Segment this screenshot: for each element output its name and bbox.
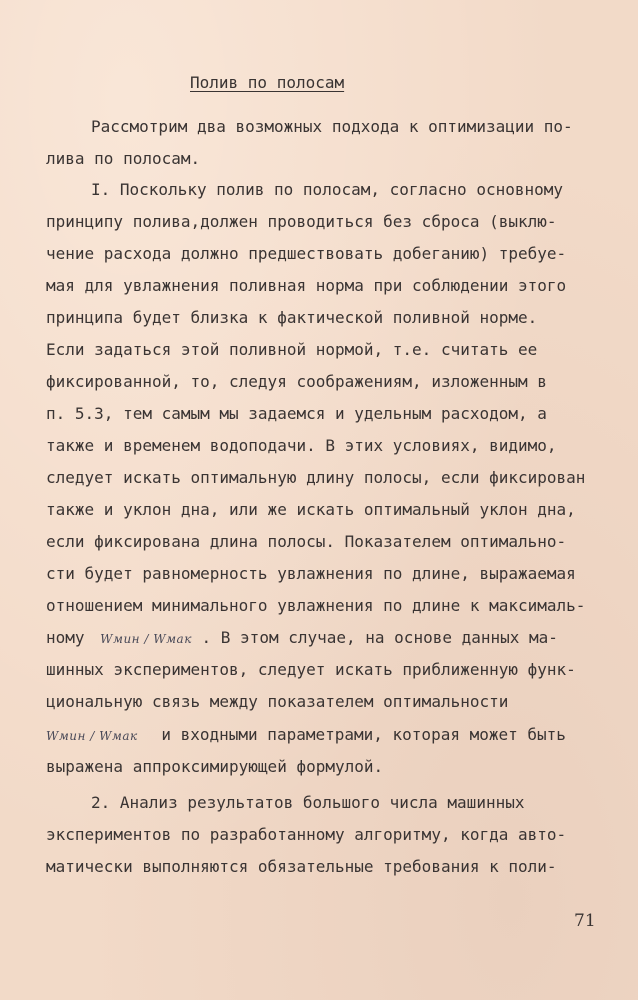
text-line: циональную связь между показателем оптимальности — [46, 692, 509, 711]
text-line: принципу полива,должен проводиться без сброса (выклю- — [46, 212, 557, 231]
text-line: также и уклон дна, или же искать оптимальный уклон дна, — [46, 500, 576, 519]
text-fragment: ному — [46, 628, 85, 647]
text-fragment: и входными параметрами, которая может быть — [161, 725, 566, 744]
handwritten-formula: Wмин / Wмак — [46, 729, 138, 743]
text-line: если фиксирована длина полосы. Показателем оптимально- — [46, 532, 567, 551]
text-line — [46, 725, 566, 746]
text-line: мая для увлажнения поливная норма при соблюдении этого — [46, 276, 567, 295]
text-line: отношением минимального увлажнения по длине к максималь- — [46, 596, 586, 615]
text-line: Если задаться этой поливной нормой, т.е. считать ее — [46, 340, 538, 359]
text-line: Рассмотрим два возможных подхода к оптимизации по- — [91, 117, 573, 136]
text-line: п. 5.3, тем самым мы задаемся и удельным расходом, а — [46, 404, 547, 423]
text-line: матически выполняются обязательные требования к поли- — [46, 857, 557, 876]
text-line: фиксированной, то, следуя соображениям, изложенным в — [46, 372, 547, 391]
text-line: 2. Анализ результатов большого числа машинных — [91, 793, 525, 812]
text-line: I. Поскольку полив по полосам, согласно основному — [91, 180, 564, 199]
text-line: сти будет равномерность увлажнения по длине, выражаемая — [46, 564, 576, 583]
text-line: шинных экспериментов, следует искать приближенную функ- — [46, 660, 576, 679]
text-line: следует искать оптимальную длину полосы, если фиксирован — [46, 468, 586, 487]
text-line: принципа будет близка к фактической поливной норме. — [46, 308, 538, 327]
page-number: 71 — [574, 911, 596, 931]
text-line: чение расхода должно предшествовать добеганию) требуе- — [46, 244, 567, 263]
section-title: Полив по полосам — [190, 73, 345, 92]
handwritten-formula: Wмин / Wмак — [100, 632, 192, 646]
text-line — [46, 628, 558, 649]
text-fragment: . В этом случае, на основе данных ма- — [201, 628, 558, 647]
text-line: выражена аппроксимирующей формулой. — [46, 757, 384, 776]
text-line: экспериментов по разработанному алгоритму, когда авто- — [46, 825, 567, 844]
text-line: также и временем водоподачи. В этих условиях, видимо, — [46, 436, 557, 455]
text-line: лива по полосам. — [46, 149, 201, 168]
